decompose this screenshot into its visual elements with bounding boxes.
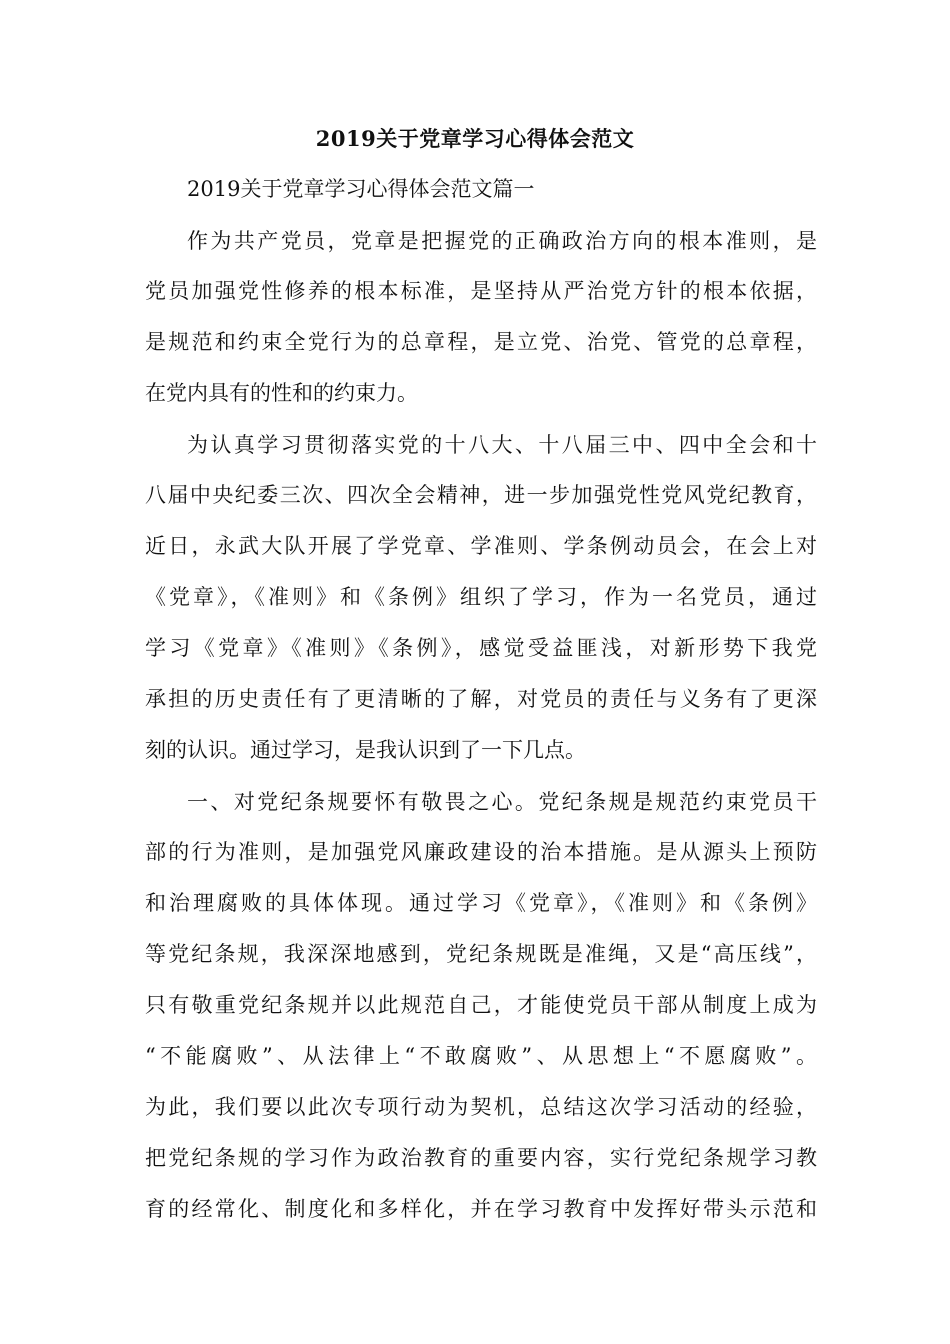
text-line: 只有敬重党纪条规并以此规范自己，才能使党员干部从制度上成为: [145, 993, 817, 1017]
text-line: 党员加强党性修养的根本标准，是坚持从严治党方针的根本依据，: [145, 279, 817, 303]
text-line: 是规范和约束全党行为的总章程，是立党、治党、管党的总章程，: [145, 330, 817, 354]
text-line: 在党内具有的性和的约束力。: [145, 381, 418, 405]
text-line: 部的行为准则，是加强党风廉政建设的治本措施。是从源头上预防: [145, 840, 817, 864]
text-line: “不能腐败”、从法律上“不敢腐败”、从思想上“不愿腐败”。: [145, 1044, 817, 1068]
text-line: 作为共产党员，党章是把握党的正确政治方向的根本准则，是: [187, 229, 817, 253]
text-line: 八届中央纪委三次、四次全会精神，进一步加强党性党风党纪教育，: [145, 483, 817, 507]
text-line: 等党纪条规，我深深地感到，党纪条规既是准绳，又是“高压线”，: [145, 942, 817, 966]
text-line: 育的经常化、制度化和多样化，并在学习教育中发挥好带头示范和: [145, 1197, 817, 1221]
text-line: 承担的历史责任有了更清晰的了解，对党员的责任与义务有了更深: [145, 687, 817, 711]
text-line: 刻的认识。通过学习，是我认识到了一下几点。: [145, 738, 586, 762]
text-line: 为此，我们要以此次专项行动为契机，总结这次学习活动的经验，: [145, 1095, 817, 1119]
document-title: 2019关于党章学习心得体会范文: [315, 126, 635, 151]
text-line: 和治理腐败的具体体现。通过学习《党章》，《准则》和《条例》: [145, 891, 817, 915]
text-line: 为认真学习贯彻落实党的十八大、十八届三中、四中全会和十: [187, 433, 817, 457]
text-line: 一、对党纪条规要怀有敬畏之心。党纪条规是规范约束党员干: [187, 790, 817, 814]
section-heading: 2019关于党章学习心得体会范文篇一: [187, 177, 535, 201]
text-line: 把党纪条规的学习作为政治教育的重要内容，实行党纪条规学习教: [145, 1146, 817, 1170]
text-line: 近日，永武大队开展了学党章、学准则、学条例动员会，在会上对: [145, 534, 817, 558]
text-line: 《党章》，《准则》和《条例》组织了学习，作为一名党员，通过: [145, 585, 817, 609]
text-line: 学习《党章》《准则》《条例》，感觉受益匪浅，对新形势下我党: [145, 636, 817, 660]
